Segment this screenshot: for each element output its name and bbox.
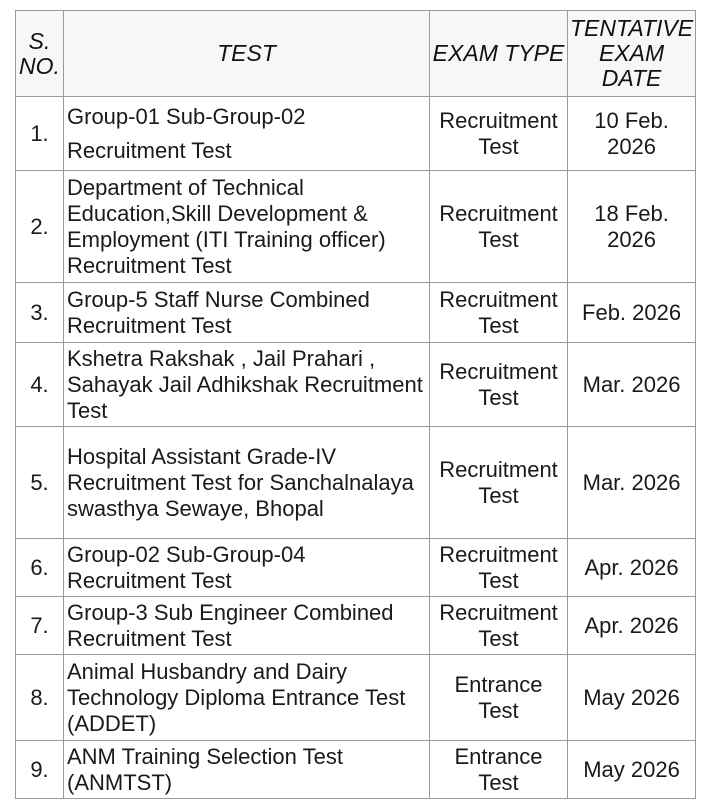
row-date: 10 Feb. 2026 [568,97,696,171]
row-test: Kshetra Rakshak , Jail Prahari , Sahayak Jail Adhikshak Recruitment Test [64,343,430,427]
table-row [16,343,696,427]
header-sno: S. NO. [16,11,64,97]
table-row [16,283,696,343]
row-test: Animal Husbandry and Dairy Technology Diploma Entrance Test (ADDET) [64,655,430,741]
row-exam-type: Entrance Test [430,741,568,799]
row-test: Department of Technical Education,Skill Development & Employment (ITI Training officer) Recruitment Test [64,171,430,283]
row-sno: 4. [16,343,64,427]
header-test: TEST [64,11,430,97]
row-date: May 2026 [568,741,696,799]
row-sno: 5. [16,427,64,539]
exam-schedule-table [15,10,696,799]
row-exam-type: Entrance Test [430,655,568,741]
row-exam-type: Recruitment Test [430,97,568,171]
row-test: Group-5 Staff Nurse Combined Recruitment Test [64,283,430,343]
row-date: Mar. 2026 [568,343,696,427]
row-date: Feb. 2026 [568,283,696,343]
row-sno: 3. [16,283,64,343]
row-exam-type: Recruitment Test [430,597,568,655]
header-date: TENTATIVE EXAM DATE [568,11,696,97]
table-row [16,741,696,799]
row-test: Hospital Assistant Grade-IV Recruitment Test for Sanchalnalaya swasthya Sewaye, Bhopal [64,427,430,539]
row-exam-type: Recruitment Test [430,427,568,539]
row-test: Group-02 Sub-Group-04 Recruitment Test [64,539,430,597]
row-test: Group-01 Sub-Group-02 Recruitment Test [64,97,430,171]
table-header-row [16,11,696,97]
table-row [16,655,696,741]
table-row [16,97,696,171]
row-date: Apr. 2026 [568,597,696,655]
row-sno: 2. [16,171,64,283]
row-sno: 6. [16,539,64,597]
table-row [16,597,696,655]
row-sno: 1. [16,97,64,171]
table-row [16,427,696,539]
row-date: 18 Feb. 2026 [568,171,696,283]
header-exam-type: EXAM TYPE [430,11,568,97]
row-date: Apr. 2026 [568,539,696,597]
row-sno: 8. [16,655,64,741]
row-exam-type: Recruitment Test [430,539,568,597]
row-exam-type: Recruitment Test [430,283,568,343]
row-sno: 9. [16,741,64,799]
row-date: Mar. 2026 [568,427,696,539]
table-row [16,171,696,283]
row-sno: 7. [16,597,64,655]
row-date: May 2026 [568,655,696,741]
row-exam-type: Recruitment Test [430,171,568,283]
row-exam-type: Recruitment Test [430,343,568,427]
row-test: Group-3 Sub Engineer Combined Recruitment Test [64,597,430,655]
table-row [16,539,696,597]
row-test: ANM Training Selection Test (ANMTST) [64,741,430,799]
